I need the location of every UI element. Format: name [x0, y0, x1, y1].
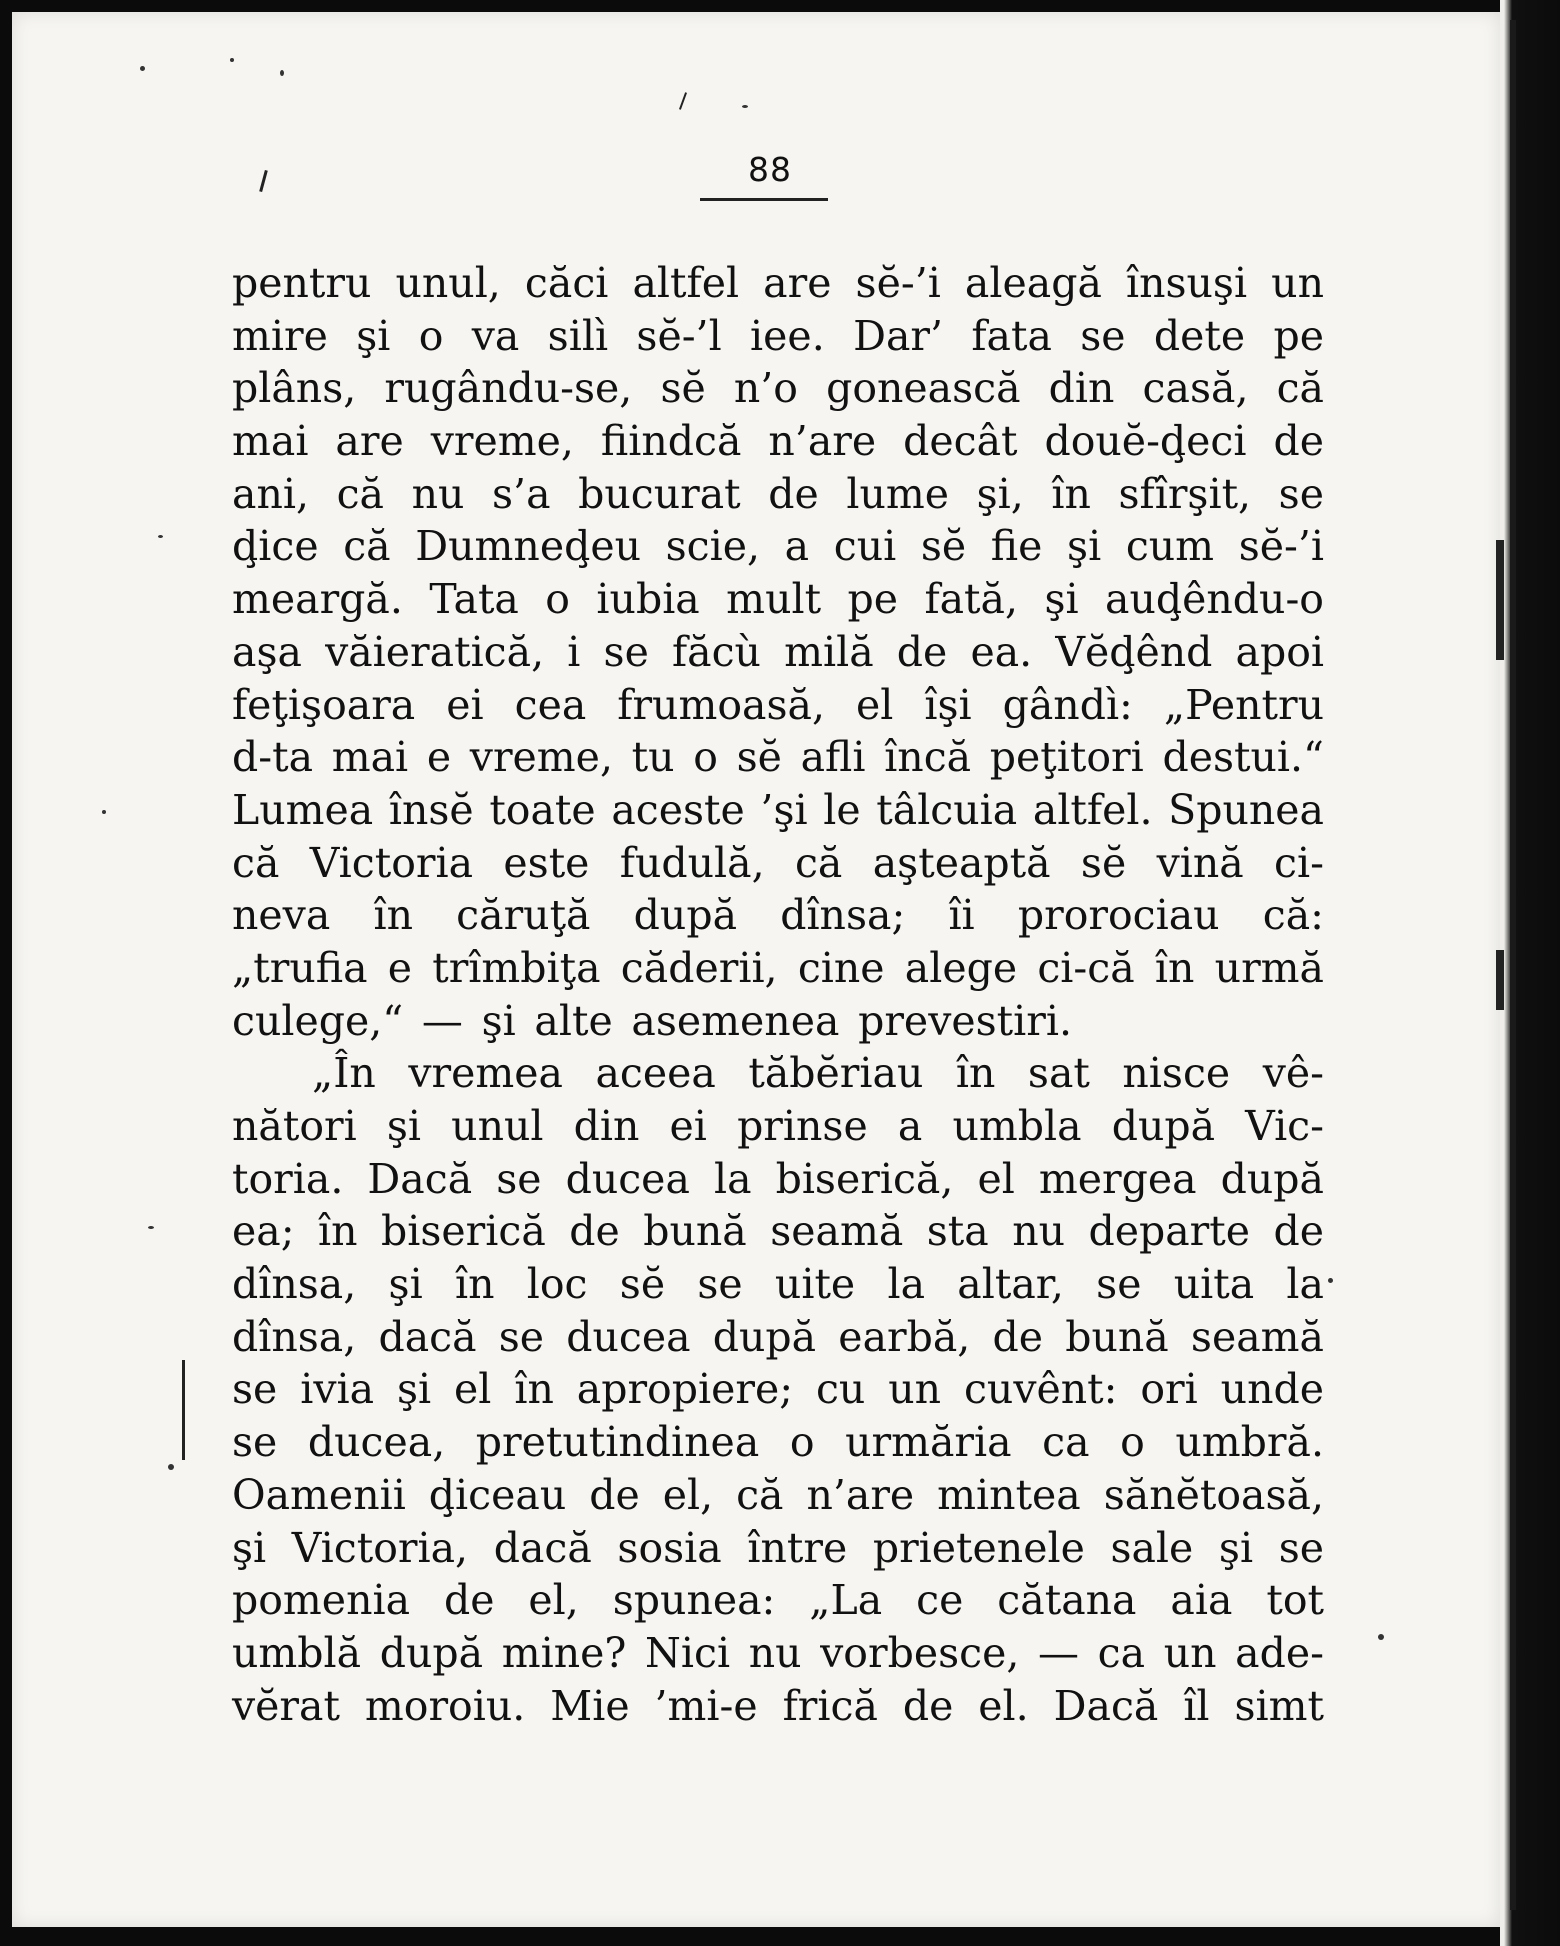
scan-speck	[102, 810, 106, 814]
text-line: plâns, rugându-se, sĕ n’o gonească din casă, că	[232, 364, 1324, 413]
scan-speck	[280, 70, 284, 76]
text-line: umblă după mine? Nici nu vorbesce, — ca un ade-	[232, 1628, 1324, 1677]
text-line: feţişoara ei cea frumoasă, el îşi gândì: „Pentru	[232, 680, 1324, 729]
text-line: aşa văieratică, i se făcù milă de ea. Vĕḑênd apoi	[232, 627, 1324, 676]
text-line: nători şi unul din ei prinse a umbla după Vic-	[232, 1102, 1324, 1150]
scan-speck	[1378, 1634, 1384, 1640]
scan-speck	[140, 66, 145, 71]
text-line: şi Victoria, dacă sosia între prietenele sale şi se	[232, 1523, 1324, 1572]
text-line: meargă. Tata o iubia mult pe fată, şi auḑêndu-o	[232, 575, 1324, 624]
scan-mark	[1496, 540, 1504, 660]
text-line: mai are vreme, fiindcă n’are decât douĕ-ḑeci de	[232, 417, 1324, 466]
scan-mark	[1496, 950, 1504, 1010]
text-line: dînsa, dacă se ducea după earbă, de bună seamă	[232, 1312, 1324, 1361]
page-edge-shadow	[1500, 0, 1560, 1946]
text-line: „trufia e trîmbiţa căderii, cine alege ci-că în urmă	[232, 943, 1324, 992]
text-line: se ducea, pretutindinea o urmăria ca o umbră.	[232, 1418, 1324, 1467]
text-line: pomenia de el, spunea: „La ce cătana aia tot	[232, 1576, 1324, 1625]
text-line: Oamenii ḑiceau de el, că n’are mintea sănĕtoasă,	[232, 1470, 1324, 1519]
text-line: pentru unul, căci altfel are sĕ-’i aleagă însuşi un	[232, 259, 1324, 307]
text-line: ḑice că Dumneḑeu scie, a cui sĕ fie şi cum sĕ-’i	[232, 522, 1324, 571]
scan-speck	[1328, 1278, 1333, 1283]
text-line: toria. Dacă se ducea la biserică, el mergea după	[232, 1154, 1324, 1203]
scan-speck	[158, 535, 163, 538]
text-line: culege,“ — şi alte asemenea prevestiri.	[232, 996, 1072, 1045]
text-line: dînsa, şi în loc sĕ se uite la altar, se uita la	[232, 1260, 1324, 1309]
text-line: mire şi o va silì sĕ-’l iee. Dar’ fata se dete pe	[232, 311, 1324, 360]
text-line: neva în căruţă după dînsa; îi prorociau că:	[232, 891, 1324, 940]
text-line: se ivia şi el în apropiere; cu un cuvênt: ori unde	[232, 1365, 1324, 1414]
text-line: „În vremea aceea tăbĕriau în sat nisce vê-	[312, 1049, 1324, 1098]
text-line: ea; în biserică de bună seamă sta nu departe de	[232, 1207, 1324, 1256]
scan-mark	[182, 1360, 185, 1460]
text-line: că Victoria este fudulă, că aşteaptă sĕ vină ci-	[232, 838, 1324, 887]
scan-speck	[168, 1464, 174, 1470]
text-line: Lumea însĕ toate aceste ’şi le tâlcuia altfel. Spunea	[232, 785, 1324, 834]
scan-speck	[742, 105, 748, 108]
page-edge-line	[1510, 20, 1516, 1910]
text-line: d-ta mai e vreme, tu o sĕ afli încă peţitori destui.“	[232, 733, 1324, 782]
text-line: ani, că nu s’a bucurat de lume şi, în sfîrşit, se	[232, 469, 1324, 518]
page-number-underline	[700, 198, 828, 201]
scan-speck	[230, 58, 234, 62]
text-line: vĕrat moroiu. Mie ’mi-e frică de el. Dacă îl simt	[232, 1681, 1324, 1730]
page-number: 88	[748, 150, 792, 189]
scan-speck	[148, 1226, 154, 1229]
body-text	[232, 257, 1324, 1732]
